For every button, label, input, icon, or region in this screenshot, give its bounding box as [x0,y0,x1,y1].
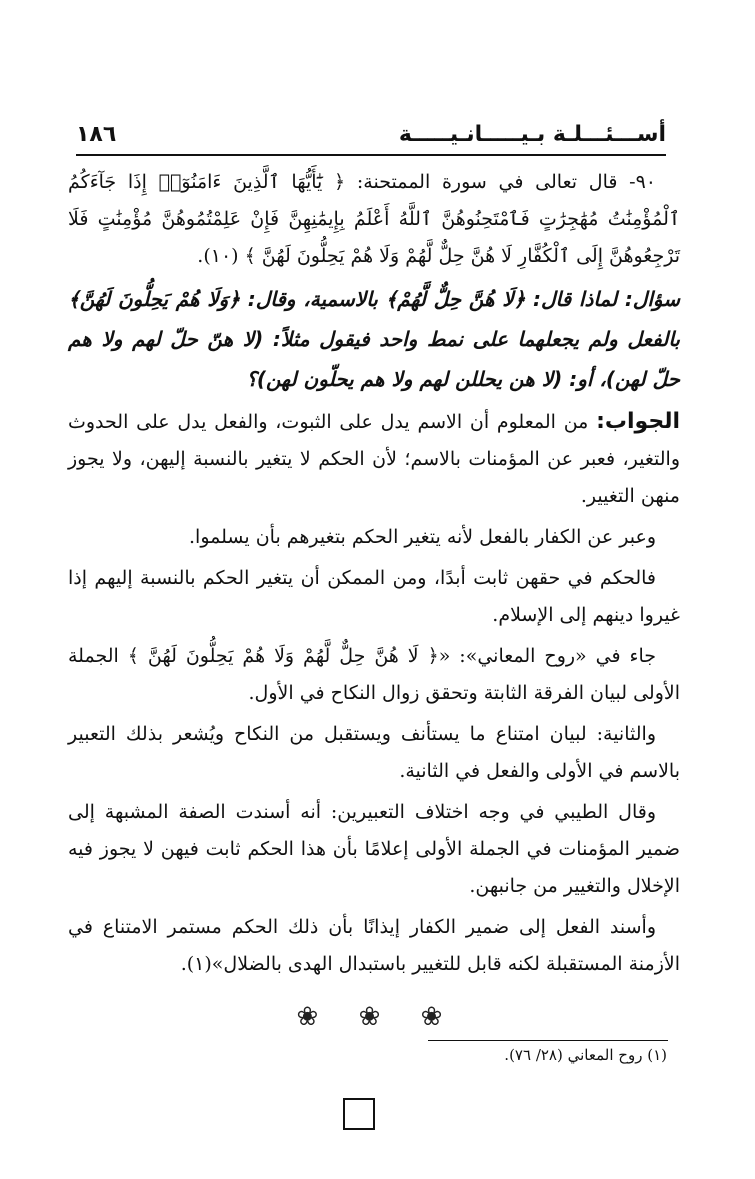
page-box-mark [343,1098,375,1130]
answer-paragraph [68,403,680,515]
answer-label: الجواب: [596,409,680,434]
page-body [68,164,680,987]
answer-text: من المعلوم أن الاسم يدل على الثبوت، والفعل يدل على الحدوث والتغير، فعبر عن المؤمنات بالاسم؛ لأن الحكم لا يتغير بالنسبة إليهن، ولا يجوز منهن التغيير. [68,411,680,507]
paragraph: والثانية: لبيان امتناع ما يستأنف ويستقبل من النكاح ويُشعر بذلك التعبير بالاسم في الأولى والفعل في الثانية. [68,723,680,782]
paragraph: وعبر عن الكفار بالفعل لأنه يتغير الحكم بتغيرهم بأن يسلموا. [189,526,656,548]
paragraph: وأسند الفعل إلى ضمير الكفار إيذانًا بأن ذلك الحكم مستمر الامتناع في الأزمنة المستقبلة لكنه قابل للتغيير باستبدال الهدى بالضلال»(١). [68,916,680,975]
paragraph: وقال الطيبي في وجه اختلاف التعبيرين: أنه أسندت الصفة المشبهة إلى ضمير المؤمنات في الجملة الأولى إعلامًا بأن هذا الحكم ثابت فيهن لا يجوز فيه الإخلال والتغيير من جانبهن. [68,801,680,897]
paragraph: جاء في «روح المعاني»: «﴿ لَا هُنَّ حِلٌّ لَّهُمْ وَلَا هُمْ يَحِلُّونَ لَهُنَّ ﴾ الجملة الأولى لبيان الفرقة الثابتة وتحقق زوال النكاح في الأول. [68,645,680,704]
page-header [76,118,666,156]
running-title: أســـئـــلـة بـيـــــانـيـــــة [398,122,666,147]
section-ornaments: ❀ ❀ ❀ [296,1002,459,1032]
footnote: (١) روح المعاني (٢٨/ ٧٦). [504,1046,667,1064]
question-label: سؤال: [624,287,680,311]
question-paragraph [68,279,680,399]
page-number: ١٨٦ [76,122,117,147]
footnote-rule [428,1040,668,1041]
question-text: لماذا قال: ﴿لَا هُنَّ حِلٌّ لَّهُمْ﴾ بالاسمية، وقال: ﴿وَلَا هُمْ يَحِلُّونَ لَهُنَّ﴾ بالفعل ولم يجعلهما على نمط واحد فيقول مثلاً: (لا هنّ حلّ لهم ولا هم حلّ لهن)، أو: (لا هن يحللن لهم ولا هم يحلّون لهن)؟ [68,287,680,391]
paragraph: فالحكم في حقهن ثابت أبدًا، ومن الممكن أن يتغير الحكم بالنسبة إليهم إذا غيروا دينهم إلى الإسلام. [68,567,680,626]
verse-paragraph: ٩٠- قال تعالى في سورة الممتحنة: ﴿ يَٰٓأَيُّهَا ٱلَّذِينَ ءَامَنُوٓا۟ إِذَا جَآءَكُمُ ٱلْمُؤْمِنَٰتُ مُهَٰجِرَٰتٍ فَٱمْتَحِنُوهُنَّ ٱللَّهُ أَعْلَمُ بِإِيمَٰنِهِنَّ فَإِنْ عَلِمْتُمُوهُنَّ مُؤْمِنَٰتٍ فَلَا تَرْجِعُوهُنَّ إِلَى ٱلْكُفَّارِ لَا هُنَّ حِلٌّ لَّهُمْ وَلَا هُمْ يَحِلُّونَ لَهُنَّ ﴾ (١٠). [68,171,680,267]
